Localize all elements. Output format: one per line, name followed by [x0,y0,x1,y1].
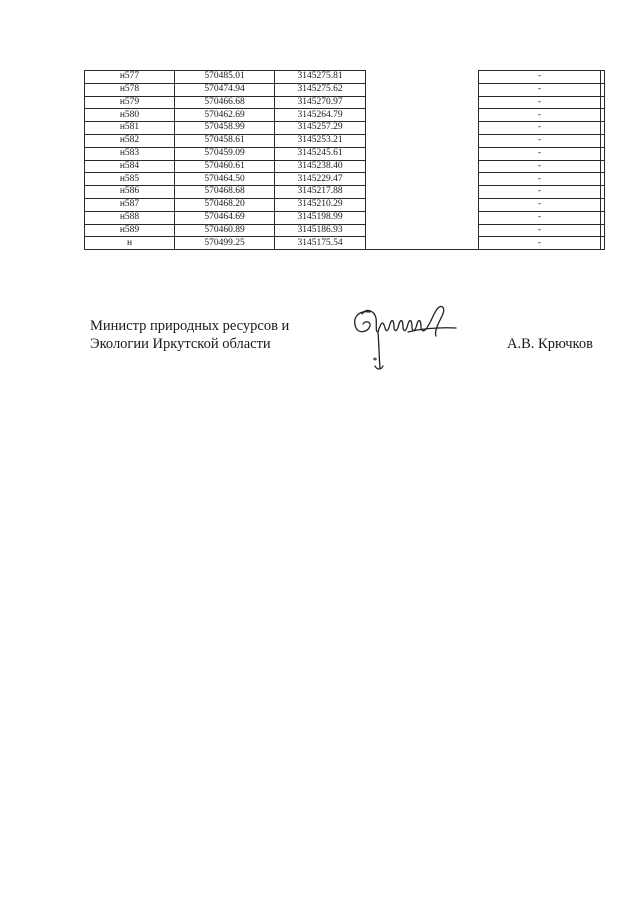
dash-cell: - [479,134,601,147]
table-row [85,109,605,122]
y-coordinate-cell: 3145257.29 [275,122,366,135]
point-number-cell: н578 [85,83,175,96]
table-row [85,198,605,211]
dash-cell: - [479,198,601,211]
table-row [85,211,605,224]
empty-cell [366,71,479,84]
dash-cell: - [479,122,601,135]
dash-cell: - [479,147,601,160]
empty-cell [366,134,479,147]
x-coordinate-cell: 570499.25 [175,237,275,250]
edge-cell [601,147,605,160]
x-coordinate-cell: 570458.61 [175,134,275,147]
y-coordinate-cell: 3145175.54 [275,237,366,250]
empty-cell [366,173,479,186]
point-number-cell: н587 [85,198,175,211]
y-coordinate-cell: 3145238.40 [275,160,366,173]
y-coordinate-cell: 3145264.79 [275,109,366,122]
edge-cell [601,224,605,237]
point-number-cell: н580 [85,109,175,122]
y-coordinate-cell: 3145198.99 [275,211,366,224]
empty-cell [366,122,479,135]
x-coordinate-cell: 570464.50 [175,173,275,186]
edge-cell [601,71,605,84]
y-coordinate-cell: 3145217.88 [275,186,366,199]
x-coordinate-cell: 570464.69 [175,211,275,224]
point-number-cell: н583 [85,147,175,160]
x-coordinate-cell: 570466.68 [175,96,275,109]
x-coordinate-cell: 570462.69 [175,109,275,122]
signatory-position [90,317,289,353]
handwritten-signature [348,302,463,374]
x-coordinate-cell: 570458.99 [175,122,275,135]
point-number-cell: н577 [85,71,175,84]
table-row [85,134,605,147]
y-coordinate-cell: 3145253.21 [275,134,366,147]
edge-cell [601,211,605,224]
empty-cell [366,237,479,250]
x-coordinate-cell: 570460.61 [175,160,275,173]
dash-cell: - [479,160,601,173]
dash-cell: - [479,173,601,186]
point-number-cell: н585 [85,173,175,186]
point-number-cell: н581 [85,122,175,135]
empty-cell [366,224,479,237]
empty-cell [366,83,479,96]
point-number-cell: н588 [85,211,175,224]
y-coordinate-cell: 3145245.61 [275,147,366,160]
dash-cell: - [479,186,601,199]
edge-cell [601,83,605,96]
dash-cell: - [479,211,601,224]
empty-cell [366,96,479,109]
y-coordinate-cell: 3145270.97 [275,96,366,109]
empty-cell [366,211,479,224]
empty-cell [366,186,479,199]
dash-cell: - [479,224,601,237]
empty-cell [366,198,479,211]
table-row [85,160,605,173]
x-coordinate-cell: 570468.68 [175,186,275,199]
dash-cell: - [479,71,601,84]
y-coordinate-cell: 3145186.93 [275,224,366,237]
table-row [85,71,605,84]
table-row [85,173,605,186]
dash-cell: - [479,96,601,109]
y-coordinate-cell: 3145210.29 [275,198,366,211]
point-number-cell: н [85,237,175,250]
dash-cell: - [479,237,601,250]
edge-cell [601,134,605,147]
signatory-position-line-1: Министр природных ресурсов и [90,318,290,334]
edge-cell [601,186,605,199]
point-number-cell: н584 [85,160,175,173]
table-row [85,147,605,160]
empty-cell [366,109,479,122]
empty-cell [366,147,479,160]
y-coordinate-cell: 3145275.62 [275,83,366,96]
signatory-name: А.В. Крючков [507,336,593,352]
x-coordinate-cell: 570459.09 [175,147,275,160]
edge-cell [601,160,605,173]
edge-cell [601,198,605,211]
dash-cell: - [479,109,601,122]
edge-cell [601,96,605,109]
table-row [85,83,605,96]
point-number-cell: н586 [85,186,175,199]
edge-cell [601,237,605,250]
y-coordinate-cell: 3145275.81 [275,71,366,84]
table-row [85,186,605,199]
point-number-cell: н589 [85,224,175,237]
signatory-position-line-2: Экологии Иркутской области [90,336,271,352]
dash-cell: - [479,83,601,96]
table-row [85,224,605,237]
coordinates-table-body [85,71,605,250]
edge-cell [601,122,605,135]
edge-cell [601,109,605,122]
coordinates-table [84,70,605,250]
x-coordinate-cell: 570460.89 [175,224,275,237]
table-row [85,122,605,135]
point-number-cell: н582 [85,134,175,147]
point-number-cell: н579 [85,96,175,109]
table-row [85,96,605,109]
x-coordinate-cell: 570485.01 [175,71,275,84]
x-coordinate-cell: 570474.94 [175,83,275,96]
edge-cell [601,173,605,186]
empty-cell [366,160,479,173]
x-coordinate-cell: 570468.20 [175,198,275,211]
table-row [85,237,605,250]
y-coordinate-cell: 3145229.47 [275,173,366,186]
